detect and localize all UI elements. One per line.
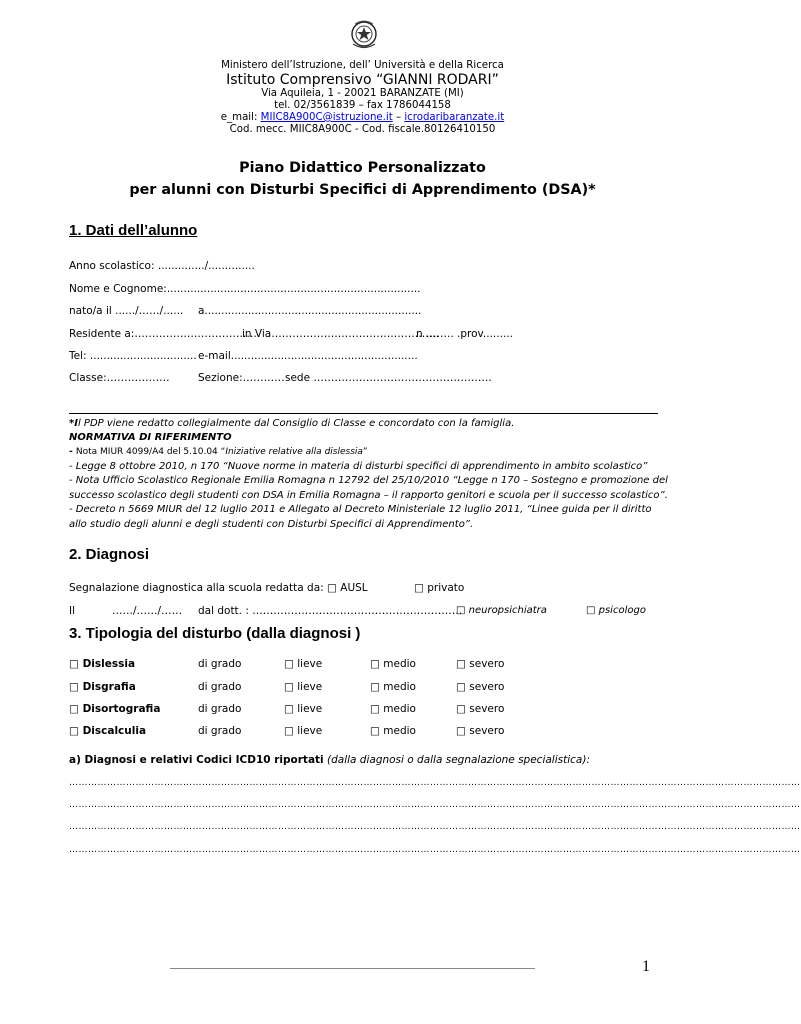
dislessia-severo-checkbox[interactable]: □ severo (456, 658, 505, 670)
disgrafia-checkbox[interactable]: □ Disgrafia (69, 681, 136, 693)
tel-field[interactable]: Tel: ................................ (69, 350, 197, 362)
normativa-item-2: - Legge 8 ottobre 2010, n 170 “Nuove norme in materia di disturbi specifici di apprendimento in ambito scolastico” (69, 461, 648, 472)
email-link[interactable]: MIIC8A900C@istruzione.it (260, 112, 393, 123)
diagnosi-date-field[interactable]: ……/……/…… (112, 605, 183, 617)
normativa-item-3a: - Nota Ufficio Scolastico Regionale Emilia Romagna n 12792 del 25/10/2010 “Legge n 170 – Sostegno e promozione del (69, 475, 668, 486)
disgrafia-medio-checkbox[interactable]: □ medio (370, 681, 416, 693)
icd10-line-1[interactable]: …………………………………………………………………………………………………………………………………………………………………………………………………………… (69, 778, 801, 788)
school-phone: tel. 02/3561839 – fax 1786044158 (274, 100, 451, 111)
nome-cognome-field[interactable]: Nome e Cognome:............................................................................ (69, 283, 421, 295)
normativa-item-1-dash: - (69, 447, 76, 457)
disortografia-checkbox[interactable]: □ Disortografia (69, 703, 161, 715)
dislessia-lieve-checkbox[interactable]: □ lieve (284, 658, 323, 670)
via-field[interactable]: in Via………………………………………… (242, 328, 440, 340)
discalculia-medio-checkbox[interactable]: □ medio (370, 725, 416, 737)
section2-heading: 2. Diagnosi (69, 546, 150, 563)
icd10-label-bold: a) Diagnosi e relativi Codici ICD10 riportati (69, 754, 324, 766)
school-address: Via Aquileia, 1 - 20021 BARANZATE (MI) (261, 88, 464, 99)
grade-label: di grado (198, 658, 242, 670)
icd10-label-italic: (dalla diagnosi o dalla segnalazione specialistica): (323, 754, 590, 766)
dislessia-medio-checkbox[interactable]: □ medio (370, 658, 416, 670)
republic-emblem-icon (350, 18, 378, 50)
disgrafia-lieve-checkbox[interactable]: □ lieve (284, 681, 323, 693)
normativa-heading: NORMATIVA DI RIFERIMENTO (69, 432, 232, 443)
page-number: 1 (642, 958, 650, 975)
icd10-line-2[interactable]: …………………………………………………………………………………………………………………………………………………………………………………………………………… (69, 800, 801, 810)
normativa-item-3b: successo scolastico degli studenti con DSA in Emilia Romagna – il rapporto genitori e scuola per il successo scolastico”. (69, 490, 668, 501)
disortografia-lieve-checkbox[interactable]: □ lieve (284, 703, 323, 715)
nato-il-field[interactable]: nato/a il ....../……/...... (69, 305, 184, 317)
email-prefix: e_mail: (220, 112, 261, 123)
dottore-field[interactable]: dal dott. : …………………………………………………… (198, 605, 463, 617)
normativa-item-1 (69, 445, 368, 459)
section3-heading: 3. Tipologia del disturbo (dalla diagnosi ) (69, 625, 361, 642)
civico-prov-field[interactable]: n …….. .prov......... (416, 328, 513, 340)
disortografia-severo-checkbox[interactable]: □ severo (456, 703, 505, 715)
neuropsichiatra-checkbox[interactable]: □ neuropsichiatra (456, 605, 547, 616)
pdp-note (69, 417, 514, 431)
doc-title-line2: per alunni con Disturbi Specifici di Apprendimento (DSA)* (129, 182, 596, 198)
dislessia-checkbox[interactable]: □ Dislessia (69, 658, 136, 670)
psicologo-checkbox[interactable]: □ psicologo (586, 605, 646, 616)
pdp-note-text: l PDP viene redatto collegialmente dal Consiglio di Classe e concordato con la famiglia. (77, 418, 515, 429)
icd10-line-4[interactable]: …………………………………………………………………………………………………………………………………………………………………………………………………………… (69, 845, 801, 855)
discalculia-checkbox[interactable]: □ Discalculia (69, 725, 147, 737)
ausl-checkbox[interactable]: □ AUSL (327, 582, 368, 594)
website-link[interactable]: icrodaribaranzate.it (404, 112, 505, 123)
normativa-item-1-a: Nota MIUR 4099/A4 del 5.10.04 “ (75, 447, 226, 457)
grade-label: di grado (198, 725, 242, 737)
email-field[interactable]: e-mail........................................................ (198, 350, 418, 362)
grade-label: di grado (198, 681, 242, 693)
icd10-label (69, 753, 590, 767)
classe-field[interactable]: Classe:……………… (69, 372, 170, 384)
disortografia-medio-checkbox[interactable]: □ medio (370, 703, 416, 715)
pdp-note-star: *I (69, 418, 78, 429)
school-codes: Cod. mecc. MIIC8A900C - Cod. fiscale.80126410150 (229, 124, 496, 135)
grade-label: di grado (198, 703, 242, 715)
disgrafia-severo-checkbox[interactable]: □ severo (456, 681, 505, 693)
discalculia-severo-checkbox[interactable]: □ severo (456, 725, 505, 737)
residente-field[interactable]: Residente a:……………………………… (69, 328, 261, 340)
ministry-name: Ministero dell’Istruzione, dell’ Università e della Ricerca (221, 60, 504, 71)
doc-title-line1: Piano Didattico Personalizzato (239, 160, 486, 176)
privato-checkbox[interactable]: □ privato (414, 582, 465, 594)
school-name: Istituto Comprensivo “GIANNI RODARI” (226, 72, 499, 88)
footer-divider (170, 968, 535, 969)
normativa-item-4b: allo studio degli alunni e degli studenti con Disturbi Specifici di Apprendimento”. (69, 519, 474, 530)
normativa-item-1-b: Iniziative relative alla dislessia (225, 447, 363, 457)
sezione-field[interactable]: Sezione:………… (198, 372, 285, 384)
normativa-item-4a: - Decreto n 5669 MIUR del 12 luglio 2011 e Allegato al Decreto Ministeriale 12 luglio 2011, “Linee guida per il diritto (69, 504, 652, 515)
nato-a-field[interactable]: a................................................................. (198, 305, 422, 317)
il-label: Il (69, 605, 76, 617)
discalculia-lieve-checkbox[interactable]: □ lieve (284, 725, 323, 737)
school-contacts (0, 112, 725, 124)
sede-field[interactable]: sede …………………………………………… (285, 372, 492, 384)
notes-divider (69, 413, 658, 414)
normativa-item-1-c: ” (362, 447, 368, 457)
icd10-line-3[interactable]: …………………………………………………………………………………………………………………………………………………………………………………………………………… (69, 822, 801, 832)
segnalazione-label: Segnalazione diagnostica alla scuola redatta da: (69, 582, 324, 594)
section1-heading: 1. Dati dell’alunno (69, 222, 198, 239)
email-separator: – (392, 112, 405, 123)
anno-scolastico-field[interactable]: Anno scolastico: ............../.............. (69, 260, 255, 272)
